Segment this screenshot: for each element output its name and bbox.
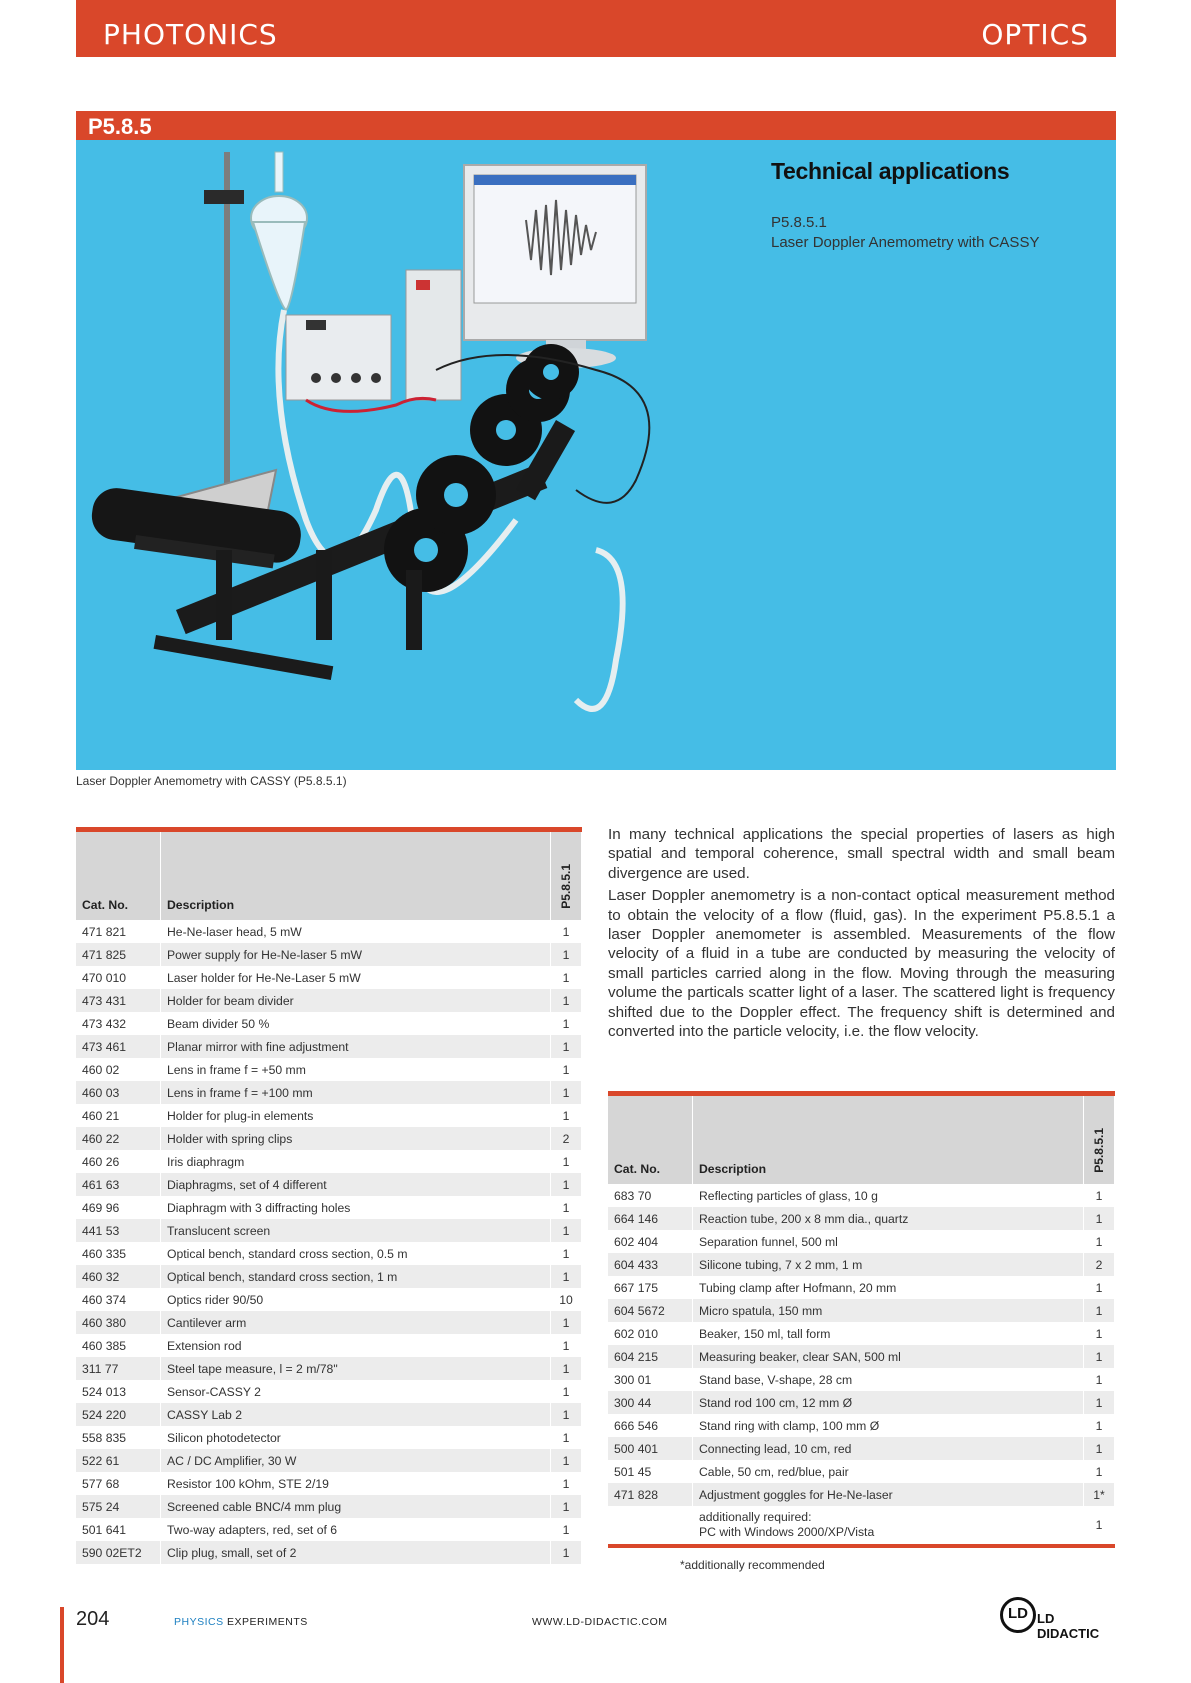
header-right-title: OPTICS [981, 18, 1089, 51]
cat-no-cell: 460 22 [76, 1127, 161, 1150]
description-cell: He-Ne-laser head, 5 mW [161, 920, 551, 943]
description-cell: Extension rod [161, 1334, 551, 1357]
cat-no-cell: 667 175 [608, 1276, 693, 1299]
cat-no-cell: 460 02 [76, 1058, 161, 1081]
description-cell: Separation funnel, 500 ml [693, 1230, 1084, 1253]
quantity-cell: 1 [551, 1334, 582, 1357]
table-row [76, 1173, 582, 1196]
experiment-id: P5.8.5.1 [771, 214, 827, 231]
quantity-cell: 10 [551, 1288, 582, 1311]
cat-no-cell: 664 146 [608, 1207, 693, 1230]
cat-no-cell: 311 77 [76, 1357, 161, 1380]
quantity-cell: 1 [1084, 1345, 1115, 1368]
table-row [76, 1472, 582, 1495]
cat-no-cell: 460 380 [76, 1311, 161, 1334]
table-row [76, 1081, 582, 1104]
description-cell: Silicon photodetector [161, 1426, 551, 1449]
table-row [76, 1288, 582, 1311]
header-experiment: P5.8.5.1 [551, 832, 582, 920]
quantity-cell: 1 [1084, 1184, 1115, 1207]
experiment-name: Laser Doppler Anemometry with CASSY [771, 234, 1040, 251]
description-cell: Power supply for He-Ne-laser 5 mW [161, 943, 551, 966]
description-cell: Holder for beam divider [161, 989, 551, 1012]
quantity-cell: 1 [551, 1357, 582, 1380]
quantity-cell: 1 [1084, 1230, 1115, 1253]
cat-no-cell: 469 96 [76, 1196, 161, 1219]
table-row [76, 1518, 582, 1541]
quantity-cell: 1 [551, 1449, 582, 1472]
quantity-cell: 1* [1084, 1483, 1115, 1506]
cat-no-cell [608, 1506, 693, 1544]
table-row [76, 920, 582, 943]
quantity-cell: 1 [1084, 1207, 1115, 1230]
cat-no-cell: 460 32 [76, 1265, 161, 1288]
quantity-cell: 1 [1084, 1368, 1115, 1391]
table-row [608, 1184, 1115, 1207]
description-cell: Micro spatula, 150 mm [693, 1299, 1084, 1322]
table-row [76, 989, 582, 1012]
quantity-cell: 1 [551, 1311, 582, 1334]
section-code: P5.8.5 [88, 114, 152, 139]
cat-no-cell: 577 68 [76, 1472, 161, 1495]
description-cell: Lens in frame f = +50 mm [161, 1058, 551, 1081]
description-cell: CASSY Lab 2 [161, 1403, 551, 1426]
cat-no-cell: 460 385 [76, 1334, 161, 1357]
table-row [608, 1299, 1115, 1322]
page-number: 204 [76, 1608, 110, 1630]
cat-no-cell: 602 404 [608, 1230, 693, 1253]
cat-no-cell: 604 433 [608, 1253, 693, 1276]
intro-paragraph: In many technical applications the special properties of lasers as high spatial and temporal coherence, small spectral width and small beam divergence are used. [608, 826, 1115, 882]
description-cell: Iris diaphragm [161, 1150, 551, 1173]
header-experiment: P5.8.5.1 [1084, 1096, 1115, 1184]
footer-physics: PHYSICS [174, 1616, 224, 1628]
description-cell: Connecting lead, 10 cm, red [693, 1437, 1084, 1460]
table-row [76, 1541, 582, 1564]
cat-no-cell: 558 835 [76, 1426, 161, 1449]
intro-paragraph: Laser Doppler anemometry is a non-contact optical measurement method to obtain the velocity of a flow (fluid, gas). In the experiment P5.8.5.1 a laser Doppler anemometer is assembled. Measurements of the flow velocity of a fluid in a tube are conducted by measuring the velocity of small particles carried along in the flow. Moving through the measuring volume the particals scatter light of a laser. The scattered light is frequency shifted due to the Doppler effect. The frequency shift is determined and converted into the particle velocity, i.e. the flow velocity. [608, 887, 1115, 1041]
table-row [76, 1104, 582, 1127]
cat-no-cell: 460 374 [76, 1288, 161, 1311]
table-row [76, 1242, 582, 1265]
header-cat-no: Cat. No. [76, 832, 161, 920]
cat-no-cell: 501 45 [608, 1460, 693, 1483]
description-cell: Adjustment goggles for He-Ne-laser [693, 1483, 1084, 1506]
quantity-cell: 1 [551, 1150, 582, 1173]
header-bar [76, 0, 1116, 57]
table-bottom-rule [608, 1544, 1115, 1548]
description-cell: Stand base, V-shape, 28 cm [693, 1368, 1084, 1391]
quantity-cell: 1 [551, 1104, 582, 1127]
table-row [76, 1219, 582, 1242]
table-row [608, 1322, 1115, 1345]
header-description: Description [161, 832, 551, 920]
header-left-title: PHOTONICS [103, 18, 278, 51]
description-cell: Resistor 100 kOhm, STE 2/19 [161, 1472, 551, 1495]
description-cell: Tubing clamp after Hofmann, 20 mm [693, 1276, 1084, 1299]
description-cell: Stand ring with clamp, 100 mm Ø [693, 1414, 1084, 1437]
table-row [76, 1334, 582, 1357]
logo-text: LD DIDACTIC [1037, 1611, 1100, 1641]
cat-no-cell: 522 61 [76, 1449, 161, 1472]
additional-required-item: PC with Windows 2000/XP/Vista [699, 1525, 875, 1539]
table-row [608, 1483, 1115, 1506]
footer-experiments: EXPERIMENTS [227, 1616, 308, 1628]
cat-no-cell: 473 432 [76, 1012, 161, 1035]
description-cell: Laser holder for He-Ne-Laser 5 mW [161, 966, 551, 989]
quantity-cell: 1 [1084, 1322, 1115, 1345]
description-cell: Optics rider 90/50 [161, 1288, 551, 1311]
cat-no-cell: 471 821 [76, 920, 161, 943]
quantity-cell: 1 [551, 1173, 582, 1196]
intro-text [608, 825, 1115, 1044]
table-row [76, 1403, 582, 1426]
quantity-cell: 1 [551, 1518, 582, 1541]
quantity-cell: 1 [551, 920, 582, 943]
cat-no-cell: 590 02ET2 [76, 1541, 161, 1564]
table-row [76, 1449, 582, 1472]
quantity-cell: 1 [551, 1472, 582, 1495]
description-cell: Diaphragms, set of 4 different [161, 1173, 551, 1196]
cat-no-cell: 604 215 [608, 1345, 693, 1368]
footer-url: WWW.LD-DIDACTIC.COM [532, 1616, 668, 1628]
cat-no-cell: 524 220 [76, 1403, 161, 1426]
additional-required-label: additionally required: [699, 1510, 812, 1524]
table-row [76, 1426, 582, 1449]
description-cell: Beam divider 50 % [161, 1012, 551, 1035]
quantity-cell: 2 [551, 1127, 582, 1150]
logo-mark: LD [1008, 1605, 1028, 1622]
quantity-cell: 1 [551, 1265, 582, 1288]
cat-no-cell: 473 431 [76, 989, 161, 1012]
quantity-cell: 1 [551, 1380, 582, 1403]
table-row [608, 1230, 1115, 1253]
quantity-cell: 1 [1084, 1506, 1115, 1544]
footnote: *additionally recommended [680, 1558, 825, 1572]
table-row [76, 1035, 582, 1058]
table-row-additional [608, 1506, 1115, 1544]
quantity-cell: 1 [551, 1403, 582, 1426]
quantity-cell: 1 [551, 1081, 582, 1104]
footer-accent-line [60, 1607, 64, 1683]
quantity-cell: 1 [551, 1541, 582, 1564]
table-row [608, 1460, 1115, 1483]
quantity-cell: 1 [551, 1196, 582, 1219]
table-row [608, 1437, 1115, 1460]
header-cat-no: Cat. No. [608, 1096, 693, 1184]
cat-no-cell: 300 01 [608, 1368, 693, 1391]
quantity-cell: 1 [1084, 1391, 1115, 1414]
table-row [76, 1127, 582, 1150]
table-row [76, 1012, 582, 1035]
cat-no-cell: 471 828 [608, 1483, 693, 1506]
quantity-cell: 1 [1084, 1460, 1115, 1483]
description-cell: Planar mirror with fine adjustment [161, 1035, 551, 1058]
cat-no-cell: 500 401 [608, 1437, 693, 1460]
cat-no-cell: 470 010 [76, 966, 161, 989]
cat-no-cell: 501 641 [76, 1518, 161, 1541]
cat-no-cell: 524 013 [76, 1380, 161, 1403]
description-cell: Beaker, 150 ml, tall form [693, 1322, 1084, 1345]
cat-no-cell: 575 24 [76, 1495, 161, 1518]
description-cell: Screened cable BNC/4 mm plug [161, 1495, 551, 1518]
equipment-table-2 [608, 1096, 1115, 1544]
description-cell: AC / DC Amplifier, 30 W [161, 1449, 551, 1472]
hero-photo [76, 140, 1116, 770]
quantity-cell: 1 [551, 1035, 582, 1058]
description-cell: Reaction tube, 200 x 8 mm dia., quartz [693, 1207, 1084, 1230]
cat-no-cell: 460 21 [76, 1104, 161, 1127]
quantity-cell: 1 [551, 1242, 582, 1265]
description-cell: Optical bench, standard cross section, 0.5 m [161, 1242, 551, 1265]
cat-no-cell: 602 010 [608, 1322, 693, 1345]
table-row [608, 1414, 1115, 1437]
description-cell: Silicone tubing, 7 x 2 mm, 1 m [693, 1253, 1084, 1276]
description-cell: Lens in frame f = +100 mm [161, 1081, 551, 1104]
table-row [608, 1253, 1115, 1276]
quantity-cell: 2 [1084, 1253, 1115, 1276]
quantity-cell: 1 [551, 1426, 582, 1449]
quantity-cell: 1 [1084, 1276, 1115, 1299]
quantity-cell: 1 [551, 1219, 582, 1242]
cat-no-cell: 471 825 [76, 943, 161, 966]
cat-no-cell: 473 461 [76, 1035, 161, 1058]
cat-no-cell: 666 546 [608, 1414, 693, 1437]
description-cell: Stand rod 100 cm, 12 mm Ø [693, 1391, 1084, 1414]
description-cell: Cantilever arm [161, 1311, 551, 1334]
cat-no-cell: 460 03 [76, 1081, 161, 1104]
table-row [608, 1207, 1115, 1230]
description-cell [693, 1506, 1084, 1544]
table-row [76, 1311, 582, 1334]
table-row [76, 1380, 582, 1403]
description-cell: Reflecting particles of glass, 10 g [693, 1184, 1084, 1207]
equipment-table-1 [76, 832, 582, 1564]
description-cell: Holder with spring clips [161, 1127, 551, 1150]
table-row [76, 1058, 582, 1081]
cat-no-cell: 300 44 [608, 1391, 693, 1414]
section-bar [76, 111, 1116, 140]
cat-no-cell: 604 5672 [608, 1299, 693, 1322]
table-row [608, 1276, 1115, 1299]
photo-caption: Laser Doppler Anemometry with CASSY (P5.8.5.1) [76, 774, 347, 788]
table-row [76, 943, 582, 966]
footer-section-label [174, 1616, 308, 1628]
table-row [76, 1150, 582, 1173]
description-cell: Diaphragm with 3 diffracting holes [161, 1196, 551, 1219]
quantity-cell: 1 [551, 1012, 582, 1035]
quantity-cell: 1 [551, 1495, 582, 1518]
description-cell: Two-way adapters, red, set of 6 [161, 1518, 551, 1541]
description-cell: Measuring beaker, clear SAN, 500 ml [693, 1345, 1084, 1368]
quantity-cell: 1 [551, 989, 582, 1012]
quantity-cell: 1 [1084, 1414, 1115, 1437]
description-cell: Steel tape measure, l = 2 m/78" [161, 1357, 551, 1380]
ld-didactic-logo [1000, 1597, 1118, 1641]
cat-no-cell: 460 26 [76, 1150, 161, 1173]
description-cell: Sensor-CASSY 2 [161, 1380, 551, 1403]
table-row [608, 1368, 1115, 1391]
table-row [76, 1495, 582, 1518]
description-cell: Holder for plug-in elements [161, 1104, 551, 1127]
quantity-cell: 1 [1084, 1437, 1115, 1460]
quantity-cell: 1 [551, 966, 582, 989]
table-row [608, 1345, 1115, 1368]
description-cell: Clip plug, small, set of 2 [161, 1541, 551, 1564]
quantity-cell: 1 [551, 1058, 582, 1081]
description-cell: Cable, 50 cm, red/blue, pair [693, 1460, 1084, 1483]
quantity-cell: 1 [551, 943, 582, 966]
table-row [608, 1391, 1115, 1414]
hero-title: Technical applications [771, 158, 1010, 184]
cat-no-cell: 460 335 [76, 1242, 161, 1265]
quantity-cell: 1 [1084, 1299, 1115, 1322]
table-row [76, 1196, 582, 1219]
header-description: Description [693, 1096, 1084, 1184]
table-row [76, 1265, 582, 1288]
table-row [76, 966, 582, 989]
description-cell: Optical bench, standard cross section, 1 m [161, 1265, 551, 1288]
cat-no-cell: 461 63 [76, 1173, 161, 1196]
cat-no-cell: 441 53 [76, 1219, 161, 1242]
table-row [76, 1357, 582, 1380]
description-cell: Translucent screen [161, 1219, 551, 1242]
cat-no-cell: 683 70 [608, 1184, 693, 1207]
